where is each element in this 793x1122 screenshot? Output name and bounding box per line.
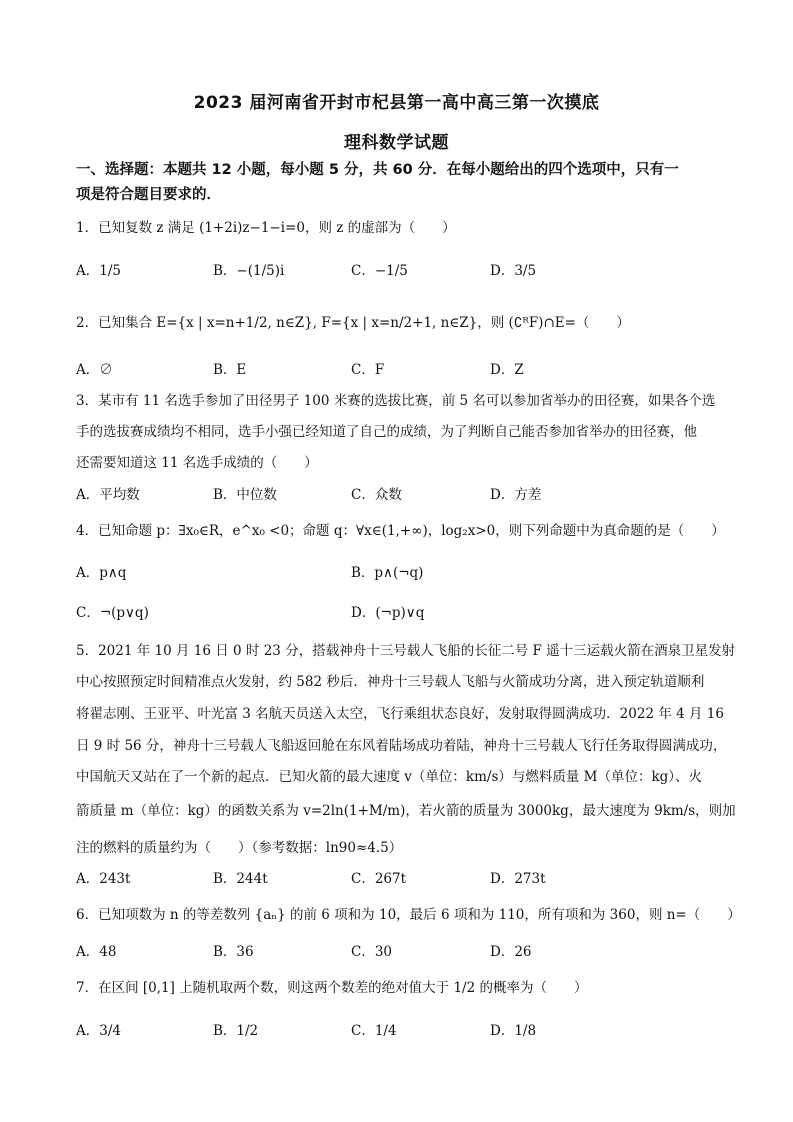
- option-b: B．1/2: [213, 1023, 259, 1039]
- option-d: D．3/5: [490, 263, 537, 279]
- question-stem-line: 中国航天又站在了一个新的起点．已知火箭的最大速度 v（单位：km/s）与燃料质量 M（单位：kg）、火: [76, 769, 703, 785]
- option-d: D．26: [490, 944, 532, 960]
- question-stem-line: 将翟志刚、王亚平、叶光富 3 名航天员送入太空，飞行乘组状态良好，发射取得圆满成功．2022 年 4 月 16: [76, 706, 724, 722]
- option-a: A．1/5: [76, 263, 121, 279]
- option-c: C．F: [351, 362, 385, 378]
- option-b: B．36: [213, 944, 254, 960]
- option-d: D．1/8: [490, 1023, 537, 1039]
- question-stem-line: 3．某市有 11 名选手参加了田径男子 100 米赛的选拔比赛，前 5 名可以参加省举办的田径赛，如果各个选: [76, 393, 716, 409]
- exam-subtitle: 理科数学试题: [344, 133, 449, 153]
- option-a: A．3/4: [76, 1023, 121, 1039]
- question-stem-line: 还需要知道这 11 名选手成绩的（ ）: [76, 455, 318, 471]
- option-c: C．267t: [351, 871, 407, 887]
- question-stem: 4．已知命题 p：∃x₀∈R，e^x₀ <0；命题 q：∀x∈(1,+∞)，log₂x>0，则下列命题中为真命题的是（ ）: [76, 523, 725, 539]
- option-a: A．48: [76, 944, 117, 960]
- option-c: C．−1/5: [351, 263, 408, 279]
- option-c: C．30: [351, 944, 393, 960]
- option-d: D．方差: [490, 487, 542, 503]
- question-stem-line: 箭质量 m（单位：kg）的函数关系为 v=2ln(1+M/m)，若火箭的质量为 3000kg，最大速度为 9km/s，则加: [76, 803, 736, 819]
- option-a: A．p∧q: [76, 565, 127, 581]
- question-stem-line: 手的选拔赛成绩均不相同，选手小强已经知道了自己的成绩，为了判断自己能否参加省举办的田径赛，他: [76, 424, 697, 440]
- option-b: B．中位数: [213, 487, 277, 503]
- question-stem: 2．已知集合 E={x | x=n+1/2, n∈Z}, F={x | x=n/2+1, n∈Z}，则 (∁ᴿF)∩E=（ ）: [76, 315, 630, 331]
- option-d: D．(¬p)∨q: [351, 605, 425, 621]
- option-a: A．∅: [76, 362, 113, 378]
- option-b: B．−(1/5)i: [213, 263, 285, 279]
- question-stem: 7．在区间 [0,1] 上随机取两个数，则这两个数差的绝对值大于 1/2 的概率为（ ）: [76, 980, 588, 996]
- option-d: D．273t: [490, 871, 546, 887]
- exam-title: 2023 届河南省开封市杞县第一高中高三第一次摸底: [193, 93, 600, 113]
- option-b: B．E: [213, 362, 247, 378]
- option-c: C．众数: [351, 487, 402, 503]
- question-stem: 6．已知项数为 n 的等差数列 {aₙ} 的前 6 项和为 10，最后 6 项和为 110，所有项和为 360，则 n=（ ）: [76, 907, 741, 923]
- option-c: C．1/4: [351, 1023, 397, 1039]
- option-b: B．244t: [213, 871, 268, 887]
- question-stem: 1．已知复数 z 满足 (1+2i)z−1−i=0，则 z 的虚部为（ ）: [76, 220, 456, 236]
- question-stem-line: 中心按照预定时间精准点火发射，约 582 秒后．神舟十三号载人飞船与火箭成功分离，进入预定轨道顺利: [76, 674, 705, 690]
- question-stem-line: 5．2021 年 10 月 16 日 0 时 23 分，搭载神舟十三号载人飞船的长征二号 F 遥十三运载火箭在酒泉卫星发射: [76, 643, 736, 659]
- option-a: A．平均数: [76, 487, 140, 503]
- question-stem-line: 日 9 时 56 分，神舟十三号载人飞船返回舱在东风着陆场成功着陆，神舟十三号载人飞行任务取得圆满成功，: [76, 738, 727, 754]
- option-b: B．p∧(¬q): [351, 565, 424, 581]
- question-stem-line: 注的燃料的质量约为（ ）（参考数据：ln90≈4.5）: [76, 840, 403, 856]
- section-heading-line: 一、选择题：本题共 12 小题，每小题 5 分，共 60 分．在每小题给出的四个选项中，只有一: [76, 162, 679, 178]
- section-heading-line: 项是符合题目要求的．: [76, 187, 221, 203]
- option-d: D．Z: [490, 362, 524, 378]
- option-c: C．¬(p∨q): [76, 605, 149, 621]
- option-a: A．243t: [76, 871, 131, 887]
